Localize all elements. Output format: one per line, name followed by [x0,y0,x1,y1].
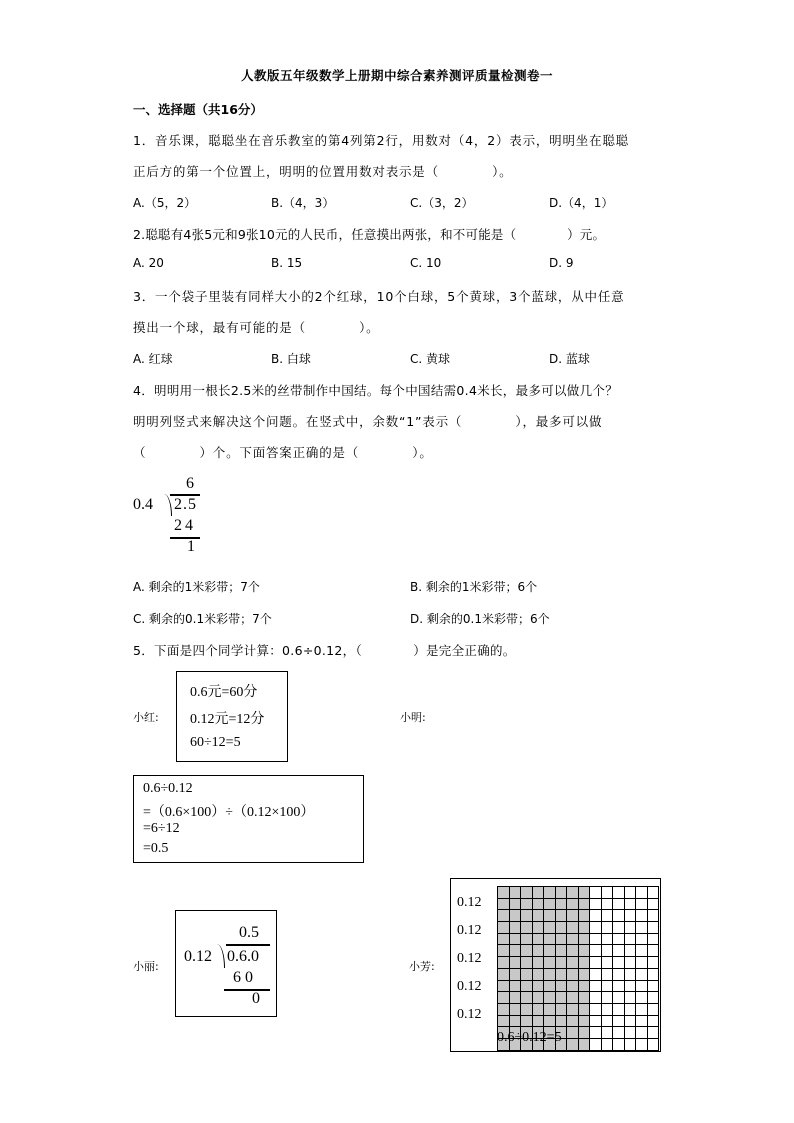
grid-cell [555,910,567,922]
xiaohong-line1: 0.6元=60分 [190,685,258,700]
q4-dividend: 2.5 [174,496,197,513]
grid-cell [532,898,544,910]
xiaoli-label: 小丽: [133,960,159,973]
xiaoli-quotient: 0.5 [239,924,259,941]
grid-cell [509,957,521,969]
grid-cell [601,945,613,957]
grid-cell [544,887,556,899]
q1-line1: 1．音乐课，聪聪坐在音乐教室的第4列第2行，用数对（4，2）表示，明明坐在聪聪 [133,133,629,148]
grid-cell [601,968,613,980]
grid-cell [567,992,579,1004]
q2-line1: 2.聪聪有4张5元和9张10元的人民币，任意摸出两张，和不可能是（ ）元。 [133,227,606,242]
q3-option-a[interactable]: A. 红球 [133,352,173,366]
grid-cell [578,933,590,945]
grid-cell [578,898,590,910]
grid-cell [532,945,544,957]
page-title: 人教版五年级数学上册期中综合素养测评质量检测卷一 [240,68,553,83]
grid-cell [498,957,510,969]
grid-cell [590,980,602,992]
xiaoli-division-bar [226,944,270,946]
grid-cell [567,887,579,899]
grid-cell [636,898,648,910]
grid-cell [498,1015,510,1027]
grid-cell [578,945,590,957]
grid-cell [613,957,625,969]
grid-cell [532,1015,544,1027]
grid-cell [647,898,659,910]
xiaofang-row-label-5: 0.12 [457,1007,482,1022]
grid-cell [636,980,648,992]
xiaofang-caption: 0.6÷0.12=5 [497,1030,562,1045]
grid-cell [601,1015,613,1027]
q2-option-c[interactable]: C. 10 [410,256,442,270]
grid-cell [624,980,636,992]
q4-option-c[interactable]: C. 剩余的0.1米彩带；7个 [133,612,272,626]
q4-subtract-line [170,537,200,539]
grid-cell [647,980,659,992]
xiaoli-remainder: 0 [252,990,260,1007]
xiaoming-box [133,775,364,863]
grid-cell [613,922,625,934]
grid-cell [544,922,556,934]
grid-cell [647,910,659,922]
grid-cell [544,992,556,1004]
q4-option-a[interactable]: A. 剩余的1米彩带；7个 [133,580,260,594]
grid-cell [601,1027,613,1039]
grid-cell [544,1003,556,1015]
grid-cell [624,992,636,1004]
grid-cell [498,992,510,1004]
grid-cell [555,957,567,969]
q1-option-a[interactable]: A.（5，2） [133,196,197,210]
grid-cell [544,945,556,957]
grid-cell [601,887,613,899]
grid-cell [590,992,602,1004]
grid-cell [498,922,510,934]
q1-option-b[interactable]: B.（4，3） [271,196,335,210]
q4-remainder: 1 [187,538,195,555]
grid-cell [601,922,613,934]
grid-cell [555,898,567,910]
xiaofang-row-label-1: 0.12 [457,895,482,910]
grid-cell [636,968,648,980]
grid-cell [601,1003,613,1015]
xiaohong-line3: 60÷12=5 [190,735,241,750]
grid-cell [647,1038,659,1050]
grid-cell [532,968,544,980]
grid-cell [601,980,613,992]
grid-cell [521,1015,533,1027]
grid-cell [521,1003,533,1015]
grid-cell [532,980,544,992]
grid-cell [624,957,636,969]
xiaohong-label: 小红: [133,711,159,724]
grid-cell [624,887,636,899]
q4-division-bracket [164,494,172,516]
xiaohong-box [176,671,288,762]
grid-cell [647,887,659,899]
grid-cell [567,1027,579,1039]
grid-cell [624,1015,636,1027]
q3-line2: 摸出一个球，最有可能的是（ ）。 [133,320,380,335]
grid-cell [647,968,659,980]
grid-cell [567,945,579,957]
q2-option-a[interactable]: A. 20 [133,256,164,270]
grid-cell [624,968,636,980]
q2-option-d[interactable]: D. 9 [549,256,574,270]
grid-cell [578,1027,590,1039]
grid-cell [624,1038,636,1050]
grid-cell [613,1027,625,1039]
xiaofang-row-label-2: 0.12 [457,923,482,938]
grid-cell [636,992,648,1004]
q1-option-c[interactable]: C.（3，2） [410,196,474,210]
grid-cell [544,968,556,980]
grid-cell [636,933,648,945]
q4-option-d[interactable]: D. 剩余的0.1米彩带；6个 [410,612,550,626]
grid-cell [509,992,521,1004]
q3-option-c[interactable]: C. 黄球 [410,352,451,366]
grid-cell [544,980,556,992]
grid-cell [613,933,625,945]
grid-cell [613,1015,625,1027]
grid-cell [521,968,533,980]
grid-cell [521,910,533,922]
grid-cell [567,968,579,980]
grid-cell [521,922,533,934]
grid-cell [624,898,636,910]
grid-cell [624,1003,636,1015]
grid-cell [647,945,659,957]
grid-cell [647,1027,659,1039]
grid-cell [532,992,544,1004]
xiaoli-division-bracket [216,944,225,968]
q1-line2: 正后方的第一个位置上，明明的位置用数对表示是（ ）。 [133,164,513,179]
grid-cell [578,957,590,969]
grid-cell [624,1027,636,1039]
xiaoli-box [175,910,277,1017]
grid-cell [601,933,613,945]
grid-cell [498,887,510,899]
grid-cell [498,1003,510,1015]
grid-cell [498,968,510,980]
grid-cell [578,887,590,899]
grid-cell [521,957,533,969]
grid-cell [532,910,544,922]
xiaoli-subtract-line [224,989,270,991]
grid-cell [647,1015,659,1027]
q4-divisor: 0.4 [133,496,153,513]
xiaoli-divisor: 0.12 [184,948,212,965]
xiaofang-row-label-4: 0.12 [457,979,482,994]
grid-cell [509,1015,521,1027]
grid-cell [578,922,590,934]
grid-cell [544,910,556,922]
grid-cell [613,968,625,980]
grid-cell [601,910,613,922]
grid-cell [555,980,567,992]
grid-cell [509,945,521,957]
grid-cell [601,1038,613,1050]
grid-cell [544,1015,556,1027]
grid-cell [544,933,556,945]
q2-option-b[interactable]: B. 15 [271,256,303,270]
grid-cell [498,933,510,945]
grid-cell [636,945,648,957]
grid-cell [521,945,533,957]
grid-cell [544,898,556,910]
xiaoming-line4: =0.5 [143,841,169,856]
grid-cell [532,1003,544,1015]
grid-cell [647,1003,659,1015]
grid-cell [567,980,579,992]
grid-cell [647,922,659,934]
xiaoming-line1: 0.6÷0.12 [143,781,193,796]
xiaohong-line2: 0.12元=12分 [190,712,265,727]
grid-cell [509,910,521,922]
grid-cell [613,1038,625,1050]
grid-cell [601,992,613,1004]
grid-cell [509,980,521,992]
xiaoli-product: 6 0 [233,969,253,986]
grid-cell [498,910,510,922]
grid-cell [613,910,625,922]
q3-option-d[interactable]: D. 蓝球 [549,352,590,366]
grid-cell [647,933,659,945]
xiaofang-label: 小芳: [409,960,435,973]
grid-cell [601,957,613,969]
grid-cell [590,1003,602,1015]
q3-line1: 3．一个袋子里装有同样大小的2个红球，10个白球，5个黄球，3个蓝球，从中任意 [133,289,625,304]
grid-cell [647,957,659,969]
grid-cell [624,910,636,922]
grid-cell [601,898,613,910]
grid-cell [498,945,510,957]
q4-option-b[interactable]: B. 剩余的1米彩带；6个 [410,580,538,594]
grid-cell [498,980,510,992]
grid-cell [613,945,625,957]
grid-cell [613,1003,625,1015]
xiaofang-row-label-3: 0.12 [457,951,482,966]
grid-cell [613,992,625,1004]
grid-cell [590,1027,602,1039]
grid-cell [590,1038,602,1050]
grid-cell [555,922,567,934]
grid-cell [532,922,544,934]
q4-long-division [133,475,213,560]
grid-cell [590,957,602,969]
grid-cell [578,992,590,1004]
grid-cell [636,1038,648,1050]
grid-cell [613,887,625,899]
q4-product: 24 [174,517,196,534]
grid-cell [567,957,579,969]
grid-cell [624,933,636,945]
grid-cell [636,1027,648,1039]
grid-cell [544,957,556,969]
q3-option-b[interactable]: B. 白球 [271,352,311,366]
grid-cell [509,933,521,945]
grid-cell [578,910,590,922]
q4-quotient: 6 [186,475,194,492]
grid-cell [509,922,521,934]
grid-cell [636,922,648,934]
grid-cell [567,922,579,934]
grid-cell [636,1015,648,1027]
grid-cell [521,933,533,945]
grid-cell [590,968,602,980]
grid-cell [613,980,625,992]
grid-cell [624,922,636,934]
grid-cell [521,887,533,899]
grid-cell [578,1038,590,1050]
grid-cell [521,898,533,910]
grid-cell [521,992,533,1004]
q5-line1: 5．下面是四个同学计算：0.6÷0.12，（ ）是完全正确的。 [133,643,516,658]
grid-cell [636,957,648,969]
grid-cell [590,945,602,957]
grid-cell [498,898,510,910]
xiaoming-line2: =（0.6×100）÷（0.12×100） [143,805,315,820]
grid-cell [521,980,533,992]
xiaoli-dividend: 0.6.0 [227,948,259,965]
grid-cell [590,933,602,945]
q4-line1: 4．明明用一根长2.5米的丝带制作中国结。每个中国结需0.4米长，最多可以做几个？ [133,383,619,398]
grid-cell [509,887,521,899]
grid-cell [555,887,567,899]
grid-cell [636,887,648,899]
grid-cell [567,1003,579,1015]
grid-cell [555,933,567,945]
grid-cell [509,1003,521,1015]
grid-cell [555,992,567,1004]
grid-cell [636,1003,648,1015]
q1-option-d[interactable]: D.（4，1） [549,196,614,210]
q4-line3: （ ）个。下面答案正确的是（ ）。 [133,445,433,460]
grid-cell [636,910,648,922]
grid-cell [578,1003,590,1015]
grid-cell [590,922,602,934]
grid-cell [590,898,602,910]
grid-cell [555,968,567,980]
grid-cell [532,957,544,969]
grid-cell [532,887,544,899]
grid-cell [567,1015,579,1027]
grid-cell [555,945,567,957]
grid-cell [647,992,659,1004]
grid-cell [578,968,590,980]
grid-cell [590,910,602,922]
grid-cell [567,898,579,910]
q4-line2: 明明列竖式来解决这个问题。在竖式中，余数“1”表示（ ），最多可以做 [133,414,603,429]
grid-cell [509,898,521,910]
grid-cell [567,910,579,922]
grid-cell [590,1015,602,1027]
grid-cell [555,1015,567,1027]
xiaofang-box [450,878,661,1052]
grid-cell [624,945,636,957]
xiaoming-line3: =6÷12 [143,821,180,836]
xiaoming-label: 小明: [400,711,426,724]
grid-cell [567,1038,579,1050]
hundred-grid [497,886,659,1051]
grid-cell [532,933,544,945]
grid-cell [578,980,590,992]
grid-cell [613,898,625,910]
grid-cell [590,887,602,899]
grid-cell [567,933,579,945]
grid-cell [555,1003,567,1015]
grid-cell [509,968,521,980]
grid-cell [578,1015,590,1027]
section-heading: 一、选择题（共16分） [133,102,263,117]
